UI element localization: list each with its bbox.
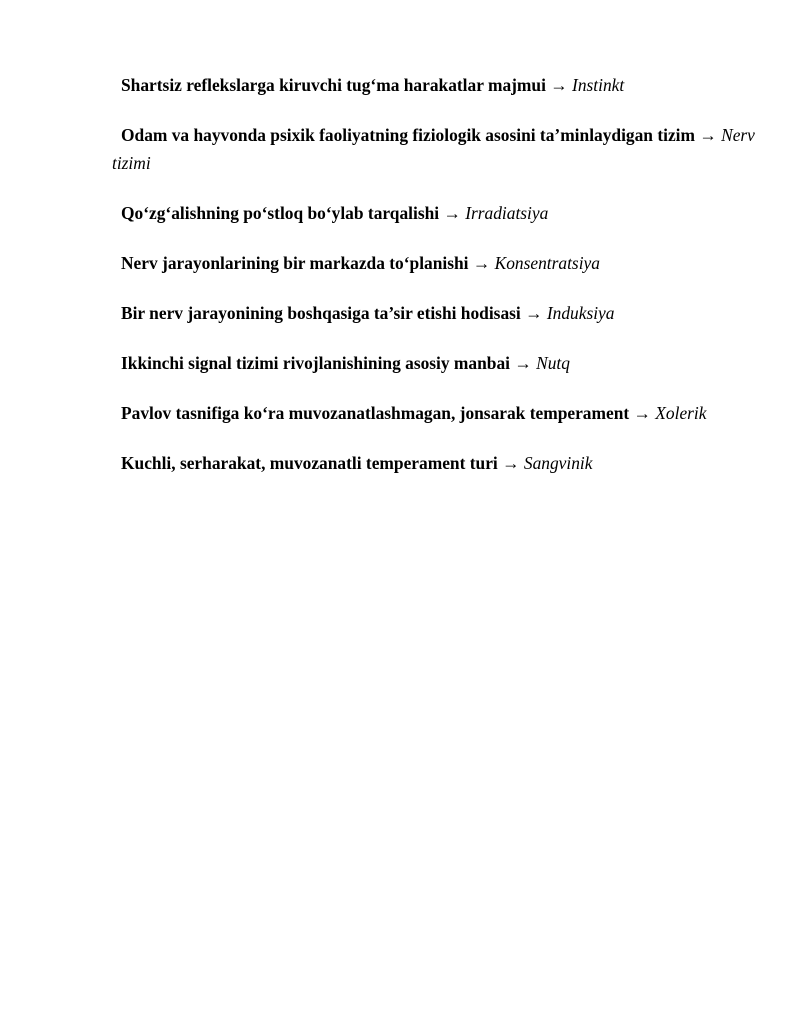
term-definition: Ikkinchi signal tizimi rivojlanishining asosiy manbai [121,353,510,373]
term-answer: Konsentratsiya [494,253,600,273]
term-answer: Nerv tizimi [112,125,755,173]
term-definition: Odam va hayvonda psixik faoliyatning fiziologik asosini ta’minlaydigan tizim [121,125,695,145]
term-answer: Instinkt [572,75,625,95]
arrow-icon: → [443,203,461,223]
term-entry [0,449,800,477]
arrow-icon: → [550,75,568,95]
term-list [0,71,800,499]
arrow-icon: → [514,353,532,373]
term-entry [0,249,800,277]
term-definition: Shartsiz reflekslarga kiruvchi tug‘ma harakatlar majmui [121,75,546,95]
term-answer: Nutq [536,353,570,373]
term-entry [0,399,800,427]
term-definition: Kuchli, serharakat, muvozanatli temperament turi [121,453,498,473]
arrow-icon: → [472,253,491,273]
arrow-icon: → [525,303,543,323]
term-answer: Sangvinik [523,453,593,473]
term-entry [0,71,800,99]
arrow-icon: → [633,403,651,423]
term-answer: Xolerik [655,403,707,423]
term-definition: Bir nerv jarayonining boshqasiga ta’sir etishi hodisasi [121,303,521,323]
term-definition: Pavlov tasnifiga ko‘ra muvozanatlashmagan, jonsarak temperament [121,403,630,423]
term-answer: Irradiatsiya [465,203,549,223]
term-entry [0,199,800,227]
term-definition: Qo‘zg‘alishning po‘stloq bo‘ylab tarqalishi [121,203,440,223]
arrow-icon: → [699,125,717,145]
term-entry [0,349,800,377]
term-answer: Induksiya [546,303,615,323]
term-definition: Nerv jarayonlarining bir markazda to‘planishi [121,253,469,273]
term-entry [0,299,800,327]
term-entry [0,121,800,177]
arrow-icon: → [502,453,520,473]
